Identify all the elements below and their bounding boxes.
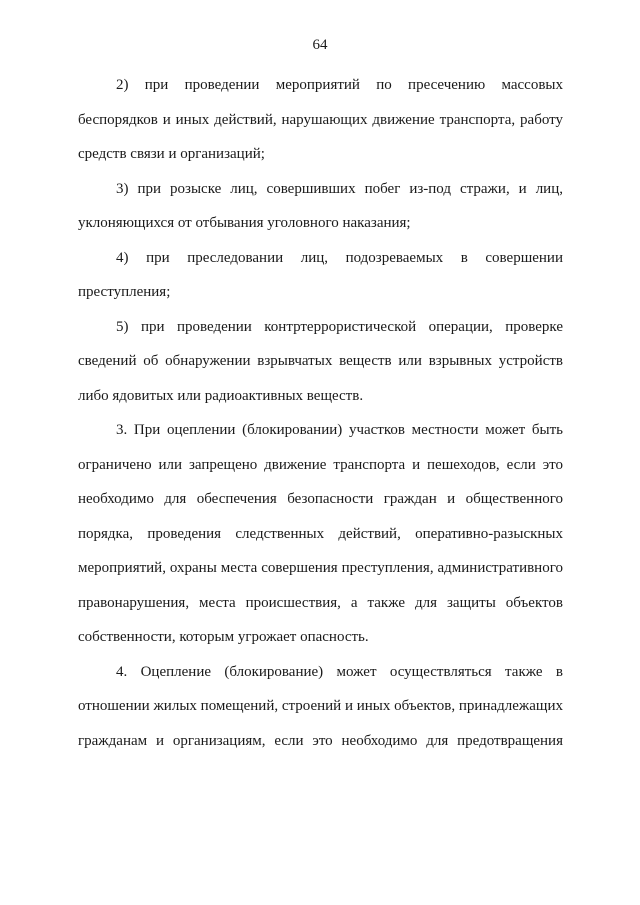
paragraph-line: либо ядовитых или радиоактивных веществ. — [78, 388, 364, 404]
paragraph-line: 3. При оцеплении (блокировании) участков местности может быть — [116, 422, 563, 438]
paragraph-line: 3) при розыске лиц, совершивших побег из-под стражи, и лиц, — [116, 181, 563, 197]
paragraph-line: гражданам и организациям, если это необходимо для предотвращения — [78, 733, 563, 749]
paragraph-line: необходимо для обеспечения безопасности граждан и общественного — [78, 491, 563, 507]
page-number: 64 — [312, 37, 328, 53]
paragraph-line: правонарушения, места происшествия, а также для защиты объектов — [78, 595, 563, 611]
paragraph-line: ограничено или запрещено движение транспорта и пешеходов, если это — [78, 457, 563, 473]
paragraph-line: средств связи и организаций; — [78, 146, 265, 162]
paragraph-line: 4) при преследовании лиц, подозреваемых в совершении — [116, 250, 563, 266]
paragraph-line: порядка, проведения следственных действий, оперативно-разыскных — [78, 526, 563, 542]
paragraph-line: преступления; — [78, 284, 171, 300]
paragraph-line: беспорядков и иных действий, нарушающих движение транспорта, работу — [78, 112, 563, 128]
paragraph-line: отношении жилых помещений, строений и иных объектов, принадлежащих — [78, 698, 563, 714]
paragraph-line: 5) при проведении контртеррористической операции, проверке — [116, 319, 563, 335]
paragraph-line: 2) при проведении мероприятий по пресечению массовых — [116, 77, 563, 93]
paragraph-line: мероприятий, охраны места совершения преступления, административного — [78, 560, 563, 576]
paragraph-line: собственности, которым угрожает опасность. — [78, 629, 369, 645]
paragraph-line: уклоняющихся от отбывания уголовного наказания; — [78, 215, 411, 231]
paragraph-line: сведений об обнаружении взрывчатых веществ или взрывных устройств — [78, 353, 563, 369]
paragraph-line: 4. Оцепление (блокирование) может осуществляться также в — [116, 664, 563, 680]
